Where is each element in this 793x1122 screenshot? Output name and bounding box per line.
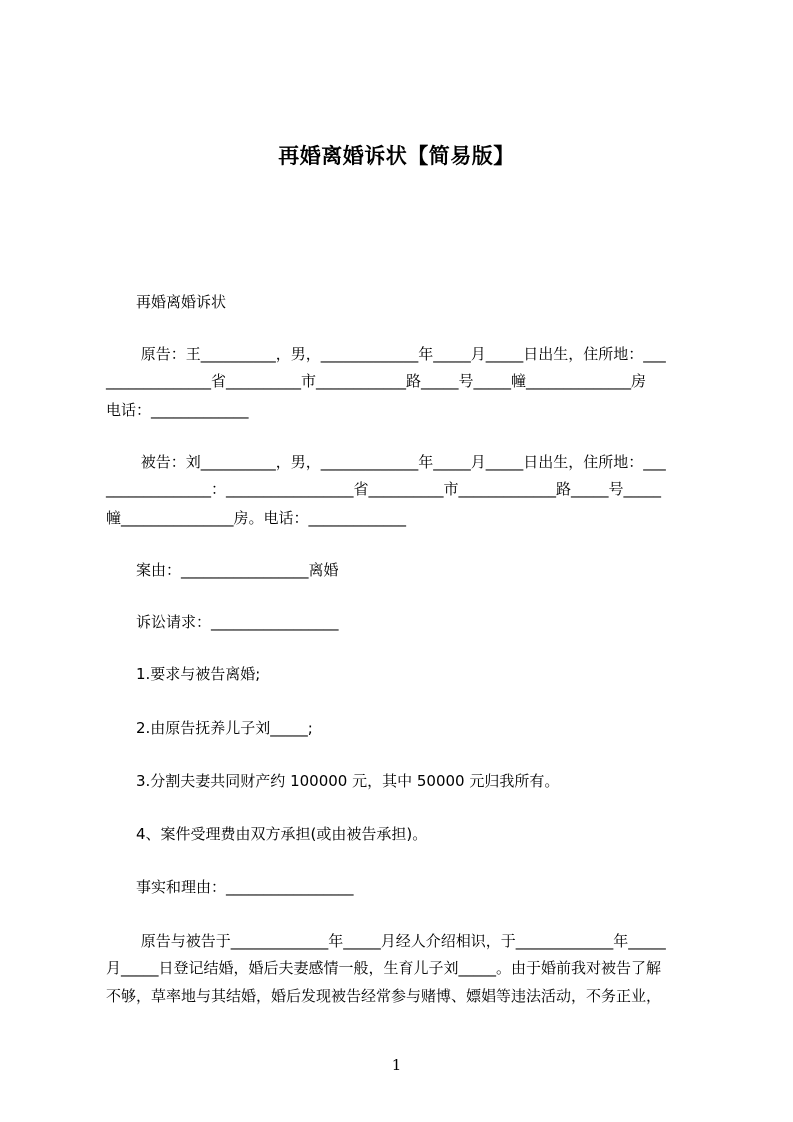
plaintiff-line-3: 电话：_____________ [106,401,249,419]
claim-item-2: 2.由原告抚养儿子刘_____; [136,719,313,737]
page-number: 1 [391,1056,402,1074]
claims-heading: 诉讼请求：_________________ [136,613,339,631]
case-cause: 案由：_________________离婚 [136,561,339,579]
claim-item-3: 3.分割夫妻共同财产约 100000 元，其中 50000 元归我所有。 [136,772,560,790]
document-subtitle: 再婚离婚诉状 [136,293,227,311]
facts-line-2: 月_____日登记结婚，婚后夫妻感情一般，生育儿子刘_____。由于婚前我对被告了解 [106,959,662,977]
plaintiff-line-2: ______________省__________市____________路_____号_____幢______________房 [106,372,647,390]
claim-item-1: 1.要求与被告离婚; [136,665,261,683]
defendant-line-1: 被告：刘__________，男，_____________年_____月_____日出生，住所地：___ [136,453,666,471]
facts-heading: 事实和理由：_________________ [136,878,354,896]
defendant-line-2: ______________：_________________省__________市_____________路_____号_____ [106,480,662,498]
claim-item-4: 4、案件受理费由双方承担(或由被告承担)。 [136,825,428,843]
defendant-line-3: 幢_______________房。电话：_____________ [106,509,407,527]
facts-line-3: 不够，草率地与其结婚，婚后发现被告经常参与赌博、嫖娼等违法活动，不务正业， [106,987,662,1005]
facts-line-1: 原告与被告于_____________年_____月经人介绍相识，于_____________年_____ [136,932,666,950]
plaintiff-line-1: 原告：王__________，男，_____________年_____月_____日出生，住所地：___ [136,345,666,363]
document-title: 再婚离婚诉状【简易版】 [278,144,515,168]
